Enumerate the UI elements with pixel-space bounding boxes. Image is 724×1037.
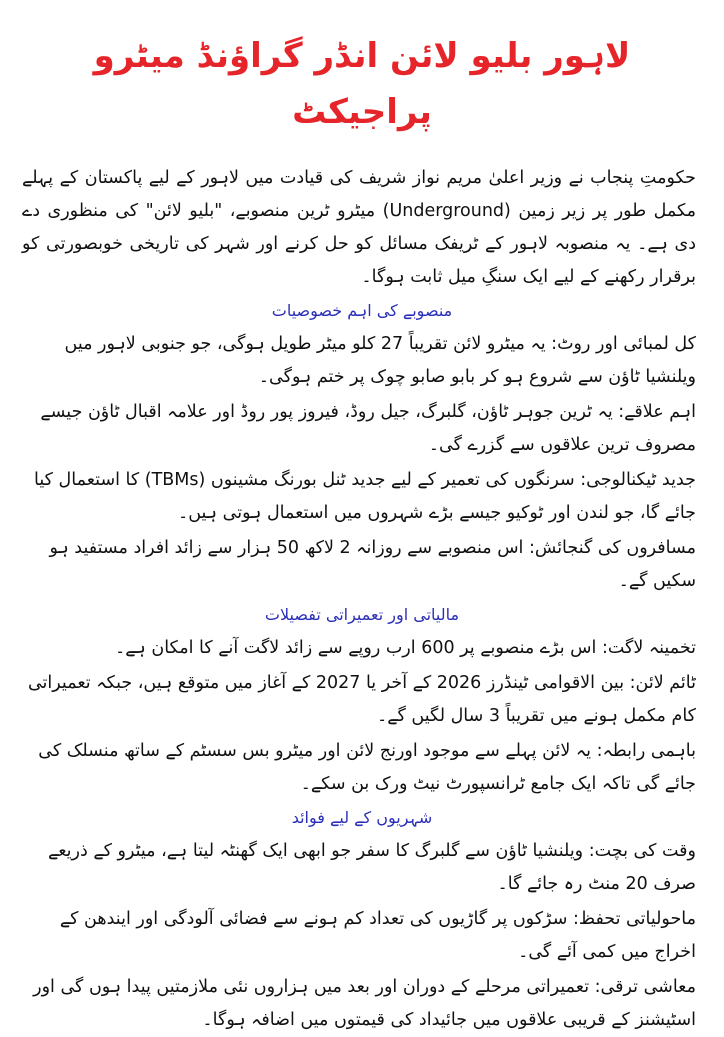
list-item (22, 971, 696, 1037)
article-title: لاہور بلیو لائن انڈر گراؤنڈ میٹرو پراجیکٹ (93, 36, 631, 132)
item-label: اہم علاقے: (618, 402, 696, 422)
item-label: ماحولیاتی تحفظ: (572, 909, 696, 929)
list-item (22, 632, 696, 665)
item-text: سڑکوں پر گاڑیوں کی تعداد کم ہونے سے فضائی آلودگی اور ایندھن کے اخراج میں کمی آئے گی۔ (59, 909, 696, 962)
item-text: یہ میٹرو لائن تقریباً 27 کلو میٹر طویل ہوگی، جو جنوبی لاہور میں ویلنشیا ٹاؤن سے شروع ہو کر بابو صابو چوک پر ختم ہوگی۔ (64, 334, 696, 387)
list-item (22, 532, 696, 598)
item-label: باہمی رابطہ: (596, 741, 696, 761)
section-features (22, 296, 702, 598)
intro-paragraph: حکومتِ پنجاب نے وزیر اعلیٰ مریم نواز شریف کی قیادت میں لاہور کے لیے پاکستان کے پہلے مکمل طور پر زیر زمین (Underground) میٹرو ٹرین منصوبے، "بلیو لائن" کی منظوری دے دی ہے۔ یہ منصوبہ لاہور کے ٹریفک مسائل کو حل کرنے اور شہر کی تاریخی خوبصورتی کو برقرار رکھنے کے لیے ایک سنگِ میل ثابت ہوگا۔ (22, 168, 697, 287)
item-label: ٹائم لائن: (629, 673, 696, 693)
item-label: مسافروں کی گنجائش: (528, 538, 696, 558)
section-benefits (22, 803, 702, 1037)
section-heading: مالیاتی اور تعمیراتی تفصیلات (264, 605, 460, 624)
item-text: بین الاقوامی ٹینڈرز 2026 کے آخر یا 2027 کے آغاز میں متوقع ہیں، جبکہ تعمیراتی کام مکمل ہونے میں تقریباً 3 سال لگیں گے۔ (27, 673, 696, 726)
list-item (22, 735, 696, 801)
section-heading: شہریوں کے لیے فوائد (291, 808, 433, 827)
list-item (22, 328, 696, 394)
list-item (22, 903, 696, 969)
item-text: اس منصوبے سے روزانہ 2 لاکھ 50 ہزار سے زائد افراد مستفید ہو سکیں گے۔ (49, 538, 696, 591)
item-text: تعمیراتی مرحلے کے دوران اور بعد میں ہزاروں نئی ملازمتیں پیدا ہوں گی اور اسٹیشنز کے قریبی علاقوں میں جائیداد کی قیمتوں میں اضافہ ہوگا۔ (33, 977, 696, 1030)
item-text: سرنگوں کی تعمیر کے لیے جدید ٹنل بورنگ مشینوں (TBMs) کا استعمال کیا جائے گا، جو لندن اور ٹوکیو جیسے بڑے شہروں میں استعمال ہوتی ہیں۔ (34, 470, 696, 523)
item-label: جدید ٹیکنالوجی: (580, 470, 696, 490)
item-text: یہ ٹرین جوہر ٹاؤن، گلبرگ، جیل روڈ، فیروز پور روڈ اور علامہ اقبال ٹاؤن جیسے مصروف ترین علاقوں سے گزرے گی۔ (40, 402, 696, 455)
item-text: اس بڑے منصوبے پر 600 ارب روپے سے زائد لاگت آنے کا امکان ہے۔ (115, 638, 602, 658)
list-item (22, 667, 696, 733)
item-text: یہ لائن پہلے سے موجود اورنج لائن اور میٹرو بس سسٹم کے ساتھ منسلک کی جائے گی تاکہ ایک جامع ٹرانسپورٹ نیٹ ورک بن سکے۔ (38, 741, 696, 794)
item-label: کل لمبائی اور روٹ: (551, 334, 696, 354)
item-text: ویلنشیا ٹاؤن سے گلبرگ کا سفر جو ابھی ایک گھنٹہ لیتا ہے، میٹرو کے ذریعے صرف 20 منٹ رہ جائے گا۔ (47, 841, 696, 894)
item-label: معاشی ترقی: (594, 977, 696, 997)
section-finance (22, 600, 702, 801)
list-item (22, 464, 696, 530)
item-label: وقت کی بچت: (588, 841, 696, 861)
list-item (22, 396, 696, 462)
section-heading: منصوبے کی اہم خصوصیات (271, 301, 453, 320)
list-item (22, 835, 696, 901)
item-label: تخمینہ لاگت: (601, 638, 696, 658)
